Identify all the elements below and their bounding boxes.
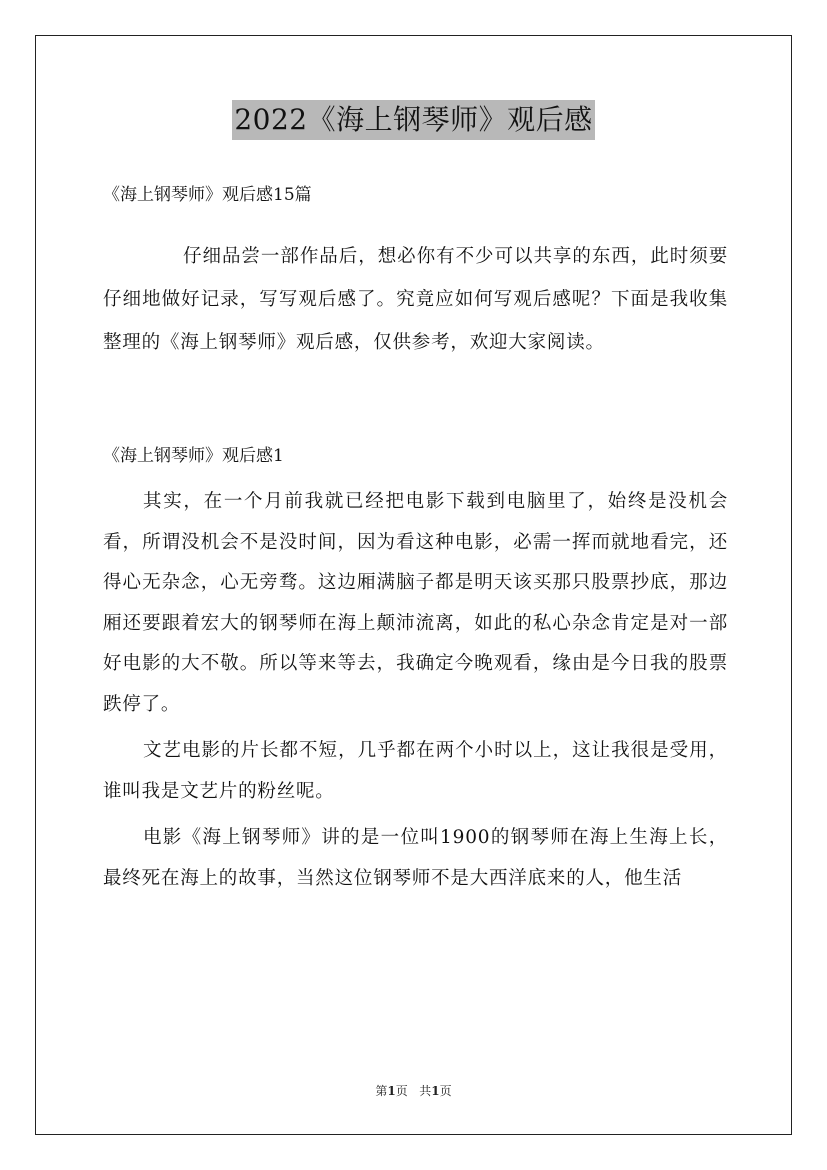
- page-prefix: 第: [375, 1084, 388, 1098]
- document-title: 2022《海上钢琴师》观后感: [232, 100, 594, 140]
- total-suffix: 页: [439, 1084, 452, 1098]
- document-body: [103, 175, 728, 899]
- body-paragraph-2: 文艺电影的片长都不短，几乎都在两个小时以上，这让我很是受用，谁叫我是文艺片的粉丝呢。: [103, 740, 728, 802]
- page-suffix: 页: [395, 1084, 408, 1098]
- body-paragraph-1: 其实，在一个月前我就已经把电影下载到电脑里了，始终是没机会看，所谓没机会不是没时间，因为看这种电影，必需一挥而就地看完，还得心无杂念，心无旁骛。这边厢满脑子都是明天该买那只股票抄底，那边厢还要跟着宏大的钢琴师在海上颠沛流离，如此的私心杂念肯定是对一部好电影的大不敬。所以等来等去，我确定今晚观看，缘由是今日我的股票跌停了。: [103, 491, 728, 715]
- title-container: [0, 100, 827, 140]
- page-footer: [0, 1083, 827, 1099]
- body-paragraph-3: 电影《海上钢琴师》讲的是一位叫1900的钢琴师在海上生海上长，最终死在海上的故事，当然这位钢琴师不是大西洋底来的人，他生活: [103, 827, 728, 889]
- intro-paragraph: 仔细品尝一部作品后，想必你有不少可以共享的东西，此时须要仔细地做好记录，写写观后感了。究竟应如何写观后感呢？下面是我收集整理的《海上钢琴师》观后感，仅供参考，欢迎大家阅读。: [103, 246, 728, 353]
- total-prefix: 共: [419, 1084, 432, 1098]
- page-number: 1: [387, 1084, 396, 1098]
- section-heading: 《海上钢琴师》观后感1: [103, 446, 284, 466]
- document-subtitle: 《海上钢琴师》观后感15篇: [103, 185, 312, 205]
- total-pages: 1: [431, 1084, 440, 1098]
